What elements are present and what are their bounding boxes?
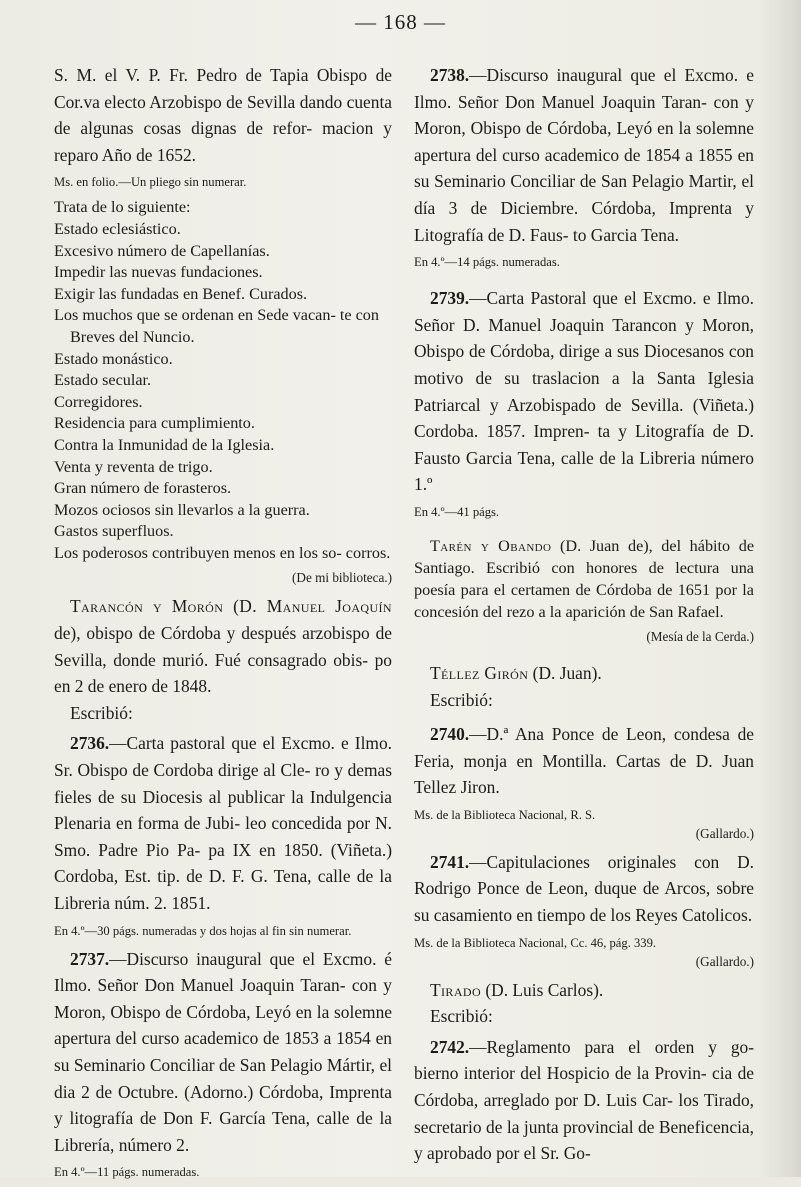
bibliography-entry bbox=[54, 946, 392, 1159]
author-description: (D. Luis Carlos). bbox=[485, 979, 604, 1000]
contents-list bbox=[54, 197, 392, 564]
left-column bbox=[54, 62, 392, 1187]
entry-text: —Carta Pastoral que el Excmo. e Ilmo. Señor D. Manuel Joaquin Tarancon y Moron, Obispo de Córdoba, dirige a sus Diocesanos con motivo de su traslacion a la Santa Iglesia Patriarcal y Arzobispado de Sevilla. (Viñeta.) Cordoba. 1857. Impren- ta y Litografía de D. Fausto Garcia Tena, calle de la Libreria número 1.º bbox=[414, 288, 754, 495]
list-item: Gastos superfluos. bbox=[54, 522, 174, 541]
wrote-label: Escribió: bbox=[430, 1006, 493, 1027]
entry-text: —Reglamento para el orden y go- bierno interior del Hospicio de la Provin- cia de Córdoba, arreglado por D. Luis Car- los Tirado, secretario de la junta provincial de Beneficencia, y aprobado por el Sr. Go- bbox=[414, 1036, 754, 1164]
entry-note: En 4.º—11 págs. numeradas. bbox=[54, 1165, 200, 1180]
list-item: Impedir las nuevas fundaciones. bbox=[54, 263, 263, 282]
list-item: Trata de lo siguiente: bbox=[54, 198, 191, 217]
bibliography-entry bbox=[414, 849, 754, 929]
list-item: Exigir las fundadas en Benef. Curados. bbox=[54, 284, 308, 303]
intro-note: Ms. en folio.—Un pliego sin numerar. bbox=[54, 175, 247, 190]
author-name: Téllez Girón bbox=[430, 662, 529, 683]
right-column bbox=[414, 62, 754, 1167]
entry-note: Ms. de la Biblioteca Nacional, R. S. bbox=[414, 807, 596, 822]
entry-text: —Carta pastoral que el Excmo. e Ilmo. Sr. Obispo de Cordoba dirige al Cle- ro y demas fieles de su Diocesis al publicar la Indulgencia Plenaria en forma de Jubi- leo concedida por N. Smo. Padre Pio Pa- pa IX en 1850. (Viñeta.) Cordoba, Est. tip. de D. F. G. Tena, calle de la Libreria núm. 2. 1851. bbox=[54, 733, 392, 913]
entry-number: 2741. bbox=[430, 851, 470, 872]
intro-entry: S. M. el V. P. Fr. Pedro de Tapia Obispo de Cor.va electo Arzobispo de Sevilla dando cuenta de algunas cosas dignas de refor- macion y reparo Año de 1652. bbox=[54, 65, 392, 165]
entry-note: Ms. de la Biblioteca Nacional, Cc. 46, pág. 339. bbox=[414, 935, 657, 950]
author-name: Tarén y Obando bbox=[430, 536, 552, 555]
entry-note: En 4.º—41 págs. bbox=[414, 504, 500, 519]
list-item: Estado secular. bbox=[54, 371, 152, 390]
bibliography-entry bbox=[54, 730, 392, 916]
entry-number: 2742. bbox=[430, 1036, 470, 1057]
list-item: Venta y reventa de trigo. bbox=[54, 457, 213, 476]
list-item: Los muchos que se ordenan en Sede vacan- te con Breves del Nuncio. bbox=[54, 306, 379, 346]
bibliography-entry bbox=[414, 721, 754, 801]
bibliography-entry bbox=[414, 62, 754, 248]
entry-text: —Capitulaciones originales con D. Rodrigo Ponce de Leon, duque de Arcos, sobre su casamiento en tiempo de los Reyes Catolicos. bbox=[414, 851, 754, 926]
author-description: (D. Juan). bbox=[532, 662, 602, 683]
list-item: Contra la Inmunidad de la Iglesia. bbox=[54, 435, 275, 454]
wrote-label: Escribió: bbox=[430, 689, 493, 710]
entry-number: 2740. bbox=[430, 724, 470, 745]
entry-text: —Discurso inaugural que el Excmo. é Ilmo. Señor Don Manuel Joaquin Taran- con y Moron, Obispo de Córdoba, Leyó en la solemne apertura del curso academico de 1853 a 1854 en su Seminario Conciliar de San Pelagio Mártir, el dia 2 de Octubre. (Adorno.) Córdoba, Imprenta y litografía de Don F. García Tena, calle de la Librería, número 2. bbox=[54, 948, 392, 1155]
author-name: Tarancón y Morón (D. Manuel Joaquín bbox=[70, 596, 392, 617]
list-item: Corregidores. bbox=[54, 392, 143, 411]
author-description: (D. Juan de), del hábito de Santiago. Escribió con honores de lectura una poesía para el certamen de Córdoba de 1651 por la concesión del rezo a la aparición de San Rafael. bbox=[414, 536, 755, 621]
author-entry bbox=[414, 535, 754, 623]
author-source: (Mesía de la Cerda.) bbox=[646, 628, 754, 644]
page-edge-shadow bbox=[759, 0, 801, 1177]
entry-source: (Gallardo.) bbox=[695, 825, 754, 841]
entry-source: (Gallardo.) bbox=[695, 953, 754, 969]
bibliography-entry bbox=[414, 1034, 754, 1167]
entry-note: En 4.º—14 págs. numeradas. bbox=[414, 255, 560, 270]
entry-number: 2738. bbox=[430, 65, 470, 85]
entry-number: 2736. bbox=[70, 733, 110, 754]
page-number: — 168 — bbox=[355, 10, 446, 34]
entry-text: —Discurso inaugural que el Excmo. e Ilmo. Señor Don Manuel Joaquin Taran- con y Moron, Obispo de Córdoba, Leyó en la solemne apertura del curso academico de 1854 a 1855 en su Seminario Conciliar de San Pelagio Martir, el día 3 de Diciembre. Córdoba, Imprenta y Litografía de D. Faus- to Garcia Tena. bbox=[414, 65, 754, 245]
list-source: (De mi biblioteca.) bbox=[292, 570, 392, 586]
bibliography-entry bbox=[414, 285, 754, 498]
author-entry bbox=[54, 593, 392, 699]
entry-number: 2737. bbox=[70, 948, 110, 969]
list-item: Estado monástico. bbox=[54, 349, 173, 368]
list-item: Mozos ociosos sin llevarlos a la guerra. bbox=[54, 500, 310, 519]
wrote-label: Escribió: bbox=[70, 702, 133, 723]
list-item: Excesivo número de Capellanías. bbox=[54, 241, 270, 260]
entry-text: —D.ª Ana Ponce de Leon, condesa de Feria, monja en Montilla. Cartas de D. Juan Tellez Jiron. bbox=[414, 724, 754, 798]
list-item: Los poderosos contribuyen menos en los so- corros. bbox=[54, 543, 391, 562]
author-entry bbox=[414, 660, 754, 687]
list-item: Estado eclesiástico. bbox=[54, 219, 181, 238]
author-description: de), obispo de Córdoba y después arzobispo de Sevilla, donde murió. Fué consagrado obis- po en 2 de enero de 1848. bbox=[54, 623, 392, 697]
author-name: Tirado bbox=[430, 979, 482, 1000]
author-entry bbox=[414, 977, 754, 1004]
entry-note: En 4.º—30 págs. numeradas y dos hojas al fin sin numerar. bbox=[54, 923, 352, 938]
list-item: Residencia para cumplimiento. bbox=[54, 414, 255, 433]
list-item: Gran número de forasteros. bbox=[54, 479, 232, 498]
entry-number: 2739. bbox=[430, 288, 470, 309]
